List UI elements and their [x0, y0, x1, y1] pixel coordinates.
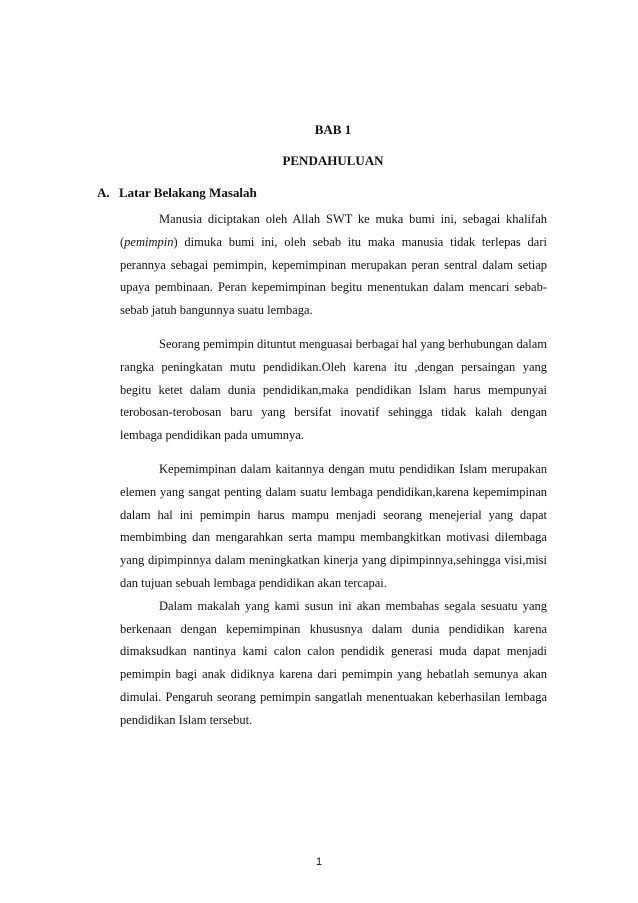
section-title: Latar Belakang Masalah — [119, 185, 257, 200]
paragraph-2: Seorang pemimpin dituntut menguasai berbagai hal yang berhubungan dalam rangka peningkatan mutu pendidikan.Oleh karena itu ,dengan persaingan yang begitu ketet dalam dunia pendidikan,maka pendidikan Islam harus mempunyai terobosan-terobosan baru yang bersifat inovatif sehingga tidak kalah dengan lembaga pendidikan pada umumnya. — [120, 336, 547, 443]
section-heading — [97, 185, 257, 201]
page-number: 1 — [315, 856, 323, 868]
paragraph-3: Kepemimpinan dalam kaitannya dengan mutu pendidikan Islam merupakan elemen yang sangat penting dalam suatu lembaga pendidikan,karena kepemimpinan dalam hal ini pemimpin harus mampu menjadi seorang menejerial yang dapat membimbing dan mengarahkan serta mampu membangkitkan motivasi dilembaga yang dipimpinnya dalam meningkatkan kinerja yang dipimpinnya,sehingga visi,misi dan tujuan sebuah lembaga pendidikan akan tercapai. — [120, 461, 547, 590]
paragraph-1: Manusia diciptakan oleh Allah SWT ke muka bumi ini, sebagai khalifah (pemimpin) dimuka bumi ini, oleh sebab itu maka manusia tidak terlepas dari perannya sebagai pemimpin, kepemimpinan merupakan peran sentral dalam setiap upaya pembinaan. Peran kepemimpinan begitu menentukan dalam mencari sebab-sebab jatuh bangunnya suatu lembaga. — [120, 212, 547, 318]
chapter-title: PENDAHULUAN — [282, 153, 384, 168]
chapter-number: BAB 1 — [314, 122, 352, 137]
paragraph-4: Dalam makalah yang kami susun ini akan membahas segala sesuatu yang berkenaan dengan kepemimpinan khususnya dalam dunia pendidikan karena dimaksudkan nantinya kami calon calon pendidik generasi muda dapat menjadi pemimpin bagi anak didiknya karena dari pemimpin yang hebatlah semunya akan dimulai. Pengaruh seorang pemimpin sangatlah menentuakan keberhasilan lembaga pendidikan Islam tersebut. — [120, 598, 547, 727]
italic-term: pemimpin — [124, 234, 174, 249]
section-letter: A. — [97, 185, 110, 200]
body-text — [120, 208, 547, 732]
